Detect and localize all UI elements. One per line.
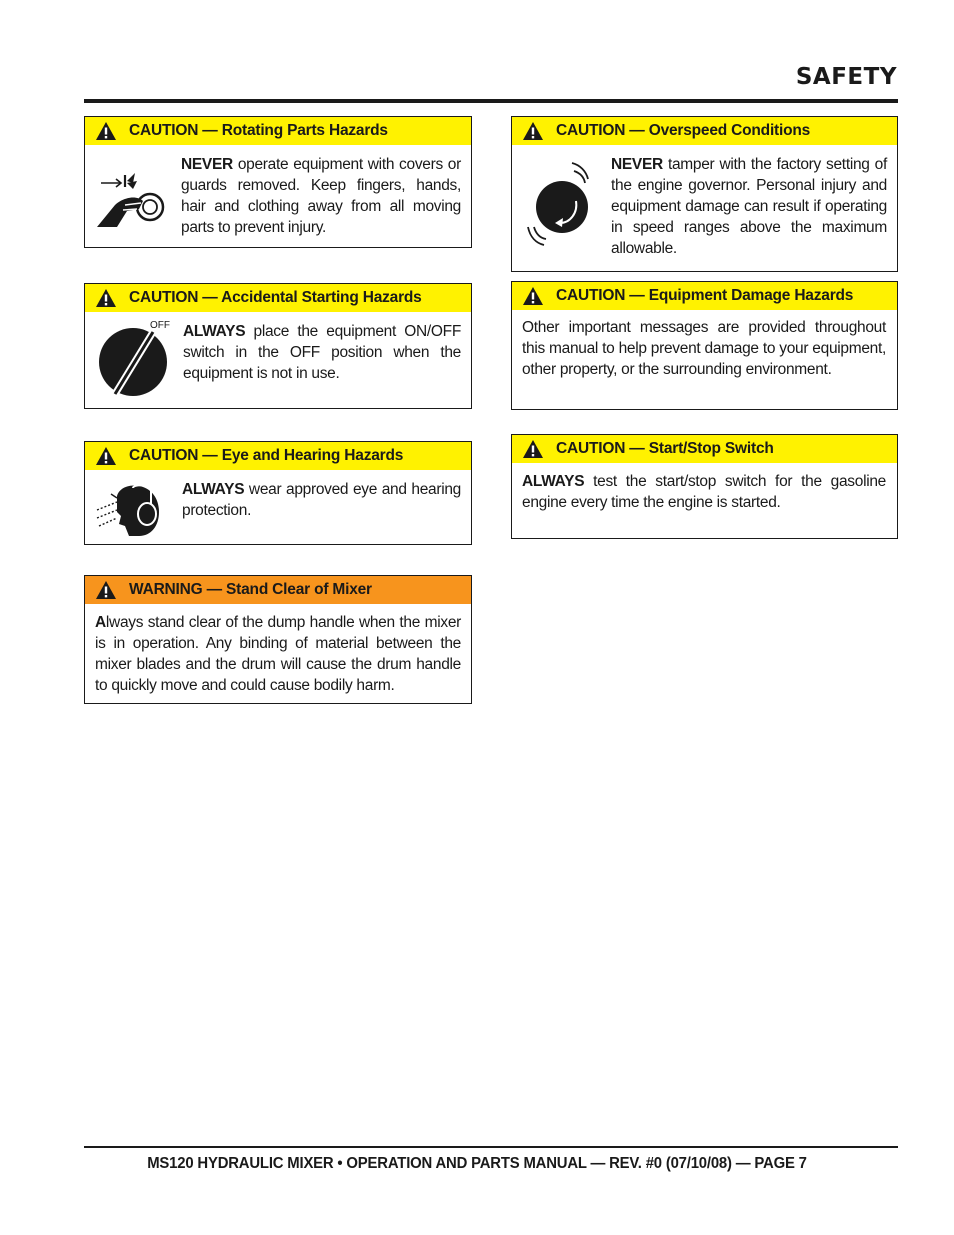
caution-header bbox=[512, 117, 897, 145]
caution-text: tamper with the factory setting of the engine governor. Personal injury and equipment damage can result if operating in speed ranges above the maximum allowable. bbox=[611, 156, 887, 257]
caution-lead: ALWAYS bbox=[522, 473, 585, 490]
page-title: SAFETY bbox=[795, 64, 897, 90]
warning-triangle-icon bbox=[95, 121, 117, 141]
caution-text: place the equipment ON/OFF switch in the OFF position when the equipment is not in use. bbox=[183, 323, 461, 382]
page-footer: MS120 HYDRAULIC MIXER • OPERATION AND PARTS MANUAL — REV. #0 (07/10/08) — PAGE 7 bbox=[147, 1155, 807, 1172]
caution-title: CAUTION — Overspeed Conditions bbox=[556, 122, 811, 139]
caution-eye-hearing bbox=[84, 441, 472, 545]
off-switch-icon bbox=[95, 318, 175, 402]
warning-triangle-icon bbox=[522, 286, 544, 306]
warning-text: lways stand clear of the dump handle when the mixer is in operation. Any binding of material between the mixer blades and the drum will cause the drum handle to quickly move and could cause bodily harm. bbox=[95, 614, 461, 694]
caution-lead: ALWAYS bbox=[182, 481, 245, 498]
eye-ear-protection-icon bbox=[95, 482, 167, 540]
caution-title: CAUTION — Start/Stop Switch bbox=[556, 440, 774, 457]
caution-title: CAUTION — Accidental Starting Hazards bbox=[129, 289, 422, 306]
warning-header bbox=[85, 576, 471, 604]
caution-header bbox=[85, 117, 471, 145]
caution-title: CAUTION — Equipment Damage Hazards bbox=[556, 287, 854, 304]
caution-text: wear approved eye and hearing protection. bbox=[182, 481, 461, 519]
warning-triangle-icon bbox=[95, 446, 117, 466]
caution-header bbox=[512, 435, 897, 463]
caution-lead: NEVER bbox=[611, 156, 663, 173]
caution-title: CAUTION — Rotating Parts Hazards bbox=[129, 122, 388, 139]
warning-triangle-icon bbox=[95, 580, 117, 600]
caution-text: operate equipment with covers or guards removed. Keep fingers, hands, hair and clothing away from all moving parts to prevent injury. bbox=[181, 156, 461, 236]
warning-lead: A bbox=[95, 614, 106, 631]
switch-off-label: OFF bbox=[150, 320, 170, 331]
caution-overspeed bbox=[511, 116, 898, 272]
caution-accidental-starting bbox=[84, 283, 472, 409]
caution-text: Other important messages are provided throughout this manual to help prevent damage to your equipment, other property, or the surrounding environment. bbox=[522, 319, 886, 378]
caution-rotating-parts bbox=[84, 116, 472, 248]
warning-triangle-icon bbox=[522, 439, 544, 459]
warning-triangle-icon bbox=[522, 121, 544, 141]
rotating-parts-hand-icon bbox=[95, 167, 167, 239]
caution-header bbox=[512, 282, 897, 310]
caution-lead: ALWAYS bbox=[183, 323, 246, 340]
warning-stand-clear bbox=[84, 575, 472, 704]
warning-triangle-icon bbox=[95, 288, 117, 308]
caution-equipment-damage bbox=[511, 281, 898, 410]
caution-header bbox=[85, 284, 471, 312]
warning-title: WARNING — Stand Clear of Mixer bbox=[129, 581, 372, 598]
caution-title: CAUTION — Eye and Hearing Hazards bbox=[129, 447, 404, 464]
caution-text: test the start/stop switch for the gasoline engine every time the engine is started. bbox=[522, 473, 886, 511]
governor-overspeed-icon bbox=[524, 157, 600, 249]
footer-divider bbox=[84, 1146, 898, 1148]
caution-start-stop-switch bbox=[511, 434, 898, 539]
header-divider bbox=[84, 99, 898, 103]
caution-header bbox=[85, 442, 471, 470]
caution-lead: NEVER bbox=[181, 156, 233, 173]
